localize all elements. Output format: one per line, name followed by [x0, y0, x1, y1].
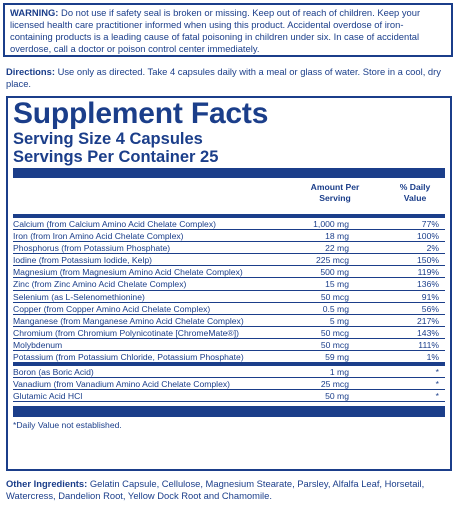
table-row: [13, 378, 445, 390]
other-nutrient-list: [13, 366, 445, 402]
daily-value-column-header: [387, 182, 443, 204]
directions-label: Directions:: [6, 66, 55, 77]
table-row: [13, 351, 445, 363]
nutrient-daily-value: 111%: [418, 339, 439, 350]
nutrient-daily-value: 56%: [421, 303, 439, 314]
nutrient-amount: 59 mg: [325, 352, 349, 363]
nutrient-amount: 50 mcg: [320, 339, 349, 350]
nutrient-amount: 500 mg: [320, 267, 349, 278]
dv-header-line2: Value: [403, 193, 427, 203]
nutrient-amount: 25 mcg: [320, 379, 349, 390]
other-ingredients-label: Other Ingredients:: [6, 478, 88, 489]
nutrient-name: Glutamic Acid HCl: [13, 391, 83, 402]
nutrient-name: Selenium (as L-Selenomethionine): [13, 291, 145, 302]
nutrient-amount: 1,000 mg: [313, 219, 349, 229]
other-ingredients-text: Gelatin Capsule, Cellulose, Magnesium Stearate, Parsley, Alfalfa Leaf, Horsetail, Watercress, Dandelion Root, Yellow Dock Root and Chamomile.: [6, 478, 425, 501]
thick-divider: [13, 168, 445, 178]
table-row: [13, 230, 445, 242]
nutrient-daily-value: *: [435, 379, 439, 390]
nutrient-daily-value: 91%: [421, 291, 439, 302]
nutrient-name: Zinc (from Zinc Amino Acid Chelate Complex): [13, 279, 187, 290]
nutrient-list: [13, 218, 445, 363]
table-row: [13, 254, 445, 266]
warning-text: Do not use if safety seal is broken or missing. Keep out of reach of children. Keep your licensed health care practitioner informed when using this product. Accidental overdose of iron-containing products is a leading cause of fatal poisoning in children under six. In case of accidental overdose, call a doctor or poison control center immediately.: [10, 7, 421, 54]
nutrient-daily-value: 136%: [417, 279, 439, 290]
amount-column-header: [300, 182, 370, 204]
nutrient-name: Copper (from Copper Amino Acid Chelate Complex): [13, 303, 211, 314]
nutrient-name: Iodine (from Potassium Iodide, Kelp): [13, 255, 152, 266]
nutrient-amount: 50 mcg: [320, 327, 349, 338]
nutrient-daily-value: 119%: [417, 267, 439, 278]
nutrient-amount: 225 mcg: [316, 255, 349, 266]
nutrient-daily-value: 100%: [417, 231, 439, 242]
nutrient-amount: 50 mcg: [320, 291, 349, 302]
dv-header-line1: % Daily: [399, 182, 431, 192]
table-row: [13, 266, 445, 278]
bottom-divider: [13, 406, 445, 417]
table-row: [13, 327, 445, 339]
table-row: [13, 339, 445, 351]
nutrient-name: Potassium (from Potassium Chloride, Potassium Phosphate): [13, 352, 244, 363]
nutrient-name: Molybdenum: [13, 339, 63, 350]
supplement-facts-panel: [6, 96, 452, 471]
table-row: [13, 366, 445, 378]
nutrient-daily-value: 217%: [417, 315, 439, 326]
nutrient-amount: 18 mg: [325, 231, 349, 242]
nutrient-name: Iron (from Iron Amino Acid Chelate Complex): [13, 231, 184, 242]
nutrient-amount: 50 mg: [325, 391, 349, 402]
warning-box: [3, 3, 453, 57]
directions: [6, 66, 454, 90]
nutrient-amount: 22 mg: [325, 243, 349, 254]
table-row: [13, 242, 445, 254]
facts-title: Supplement Facts: [13, 97, 269, 130]
warning-label: WARNING:: [10, 7, 59, 18]
nutrient-name: Phosphorus (from Potassium Phosphate): [13, 243, 171, 254]
nutrient-amount: 15 mg: [325, 279, 349, 290]
column-header: [13, 178, 445, 214]
servings-per-container: Servings Per Container 25: [13, 148, 219, 166]
table-row: [13, 315, 445, 327]
nutrient-amount: 1 mg: [329, 367, 349, 378]
nutrient-amount: 0.5 mg: [322, 303, 349, 314]
nutrient-amount: 5 mg: [329, 315, 349, 326]
nutrient-name: Manganese (from Manganese Amino Acid Chelate Complex): [13, 315, 244, 326]
table-row: [13, 218, 445, 230]
other-ingredients: [6, 478, 456, 502]
table-row: [13, 390, 445, 402]
table-row: [13, 303, 445, 315]
nutrient-daily-value: 2%: [426, 243, 439, 254]
nutrient-daily-value: 77%: [421, 219, 439, 229]
directions-text: Use only as directed. Take 4 capsules daily with a meal or glass of water. Store in a cool, dry place.: [6, 66, 441, 89]
nutrient-daily-value: *: [435, 391, 439, 402]
nutrient-daily-value: 1%: [426, 352, 439, 363]
nutrient-daily-value: 143%: [417, 327, 439, 338]
nutrient-name: Calcium (from Calcium Amino Acid Chelate Complex): [13, 219, 216, 229]
nutrient-daily-value: 150%: [417, 255, 439, 266]
footnote: *Daily Value not established.: [13, 420, 122, 431]
nutrient-name: Vanadium (from Vanadium Amino Acid Chelate Complex): [13, 379, 231, 390]
nutrient-name: Boron (as Boric Acid): [13, 367, 94, 378]
table-row: [13, 291, 445, 303]
nutrient-name: Chromium (from Chromium Polynicotinate [ChromeMate®]): [13, 327, 240, 338]
serving-size: Serving Size 4 Capsules: [13, 130, 203, 148]
amount-header-line1: Amount Per: [310, 182, 360, 192]
nutrient-name: Magnesium (from Magnesium Amino Acid Chelate Complex): [13, 267, 243, 278]
amount-header-line2: Serving: [319, 193, 351, 203]
nutrient-daily-value: *: [435, 367, 439, 378]
table-row: [13, 278, 445, 290]
